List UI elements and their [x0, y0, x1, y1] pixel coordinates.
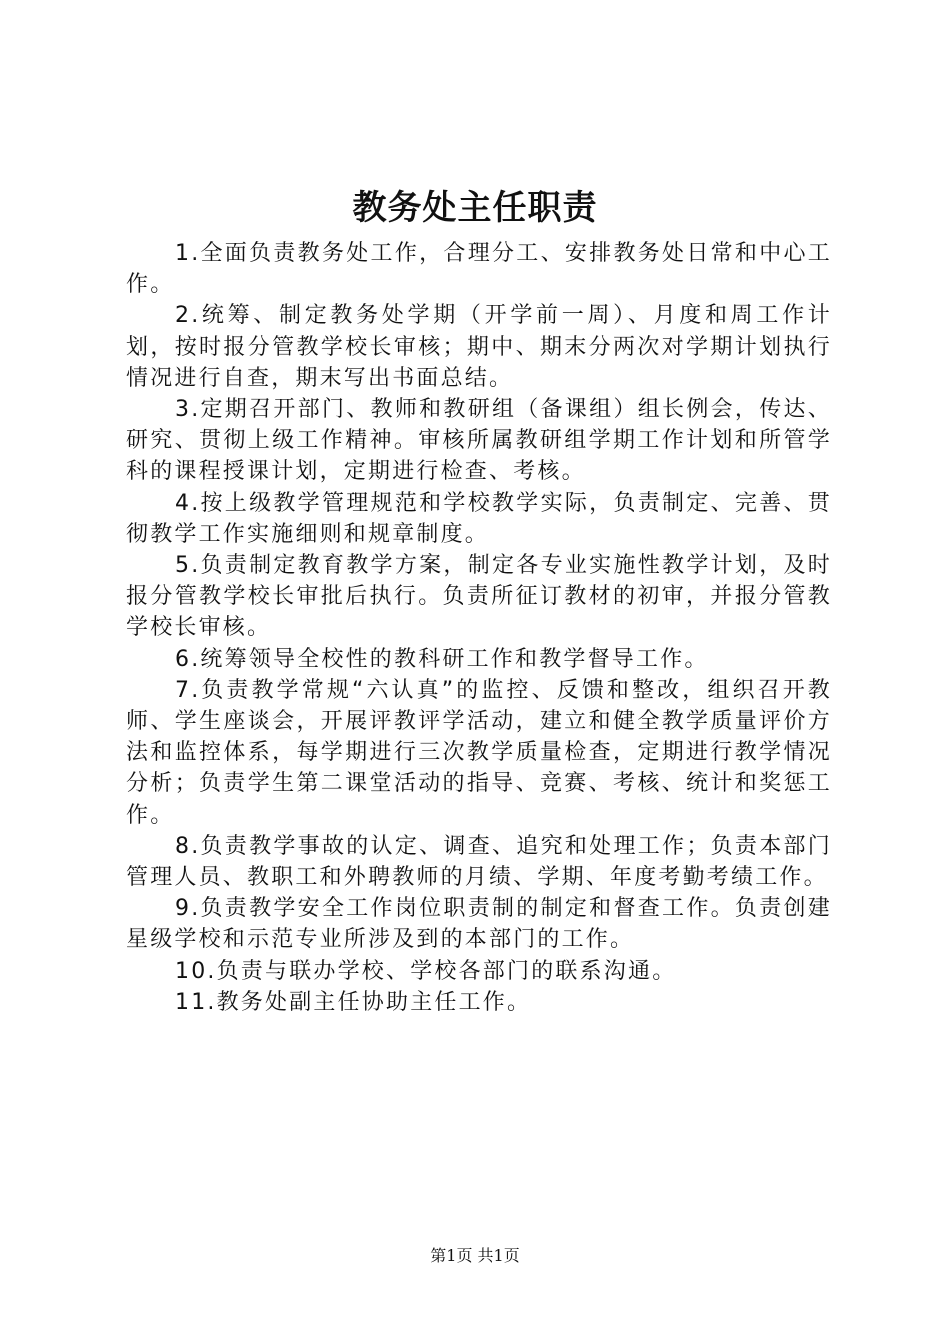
paragraph-4: 4.按上级教学管理规范和学校教学实际，负责制定、完善、贯彻教学工作实施细则和规章制度。	[126, 490, 832, 547]
paragraph-9: 9.负责教学安全工作岗位职责制的制定和督查工作。负责创建星级学校和示范专业所涉及到的本部门的工作。	[126, 896, 832, 953]
document-title: 教务处主任职责	[352, 188, 598, 228]
paragraph-7: 7.负责教学常规“六认真”的监控、反馈和整改，组织召开教师、学生座谈会，开展评教评学活动，建立和健全教学质量评价方法和监控体系，每学期进行三次教学质量检查，定期进行教学情况分析；负责学生第二课堂活动的指导、竞赛、考核、统计和奖惩工作。	[126, 677, 832, 828]
paragraph-3: 3.定期召开部门、教师和教研组（备课组）组长例会，传达、研究、贯彻上级工作精神。审核所属教研组学期工作计划和所管学科的课程授课计划，定期进行检查、考核。	[126, 397, 832, 485]
paragraph-2: 2.统筹、制定教务处学期（开学前一周）、月度和周工作计划，按时报分管教学校长审核；期中、期末分两次对学期计划执行情况进行自查，期末写出书面总结。	[126, 303, 832, 391]
paragraph-8: 8.负责教学事故的认定、调查、追究和处理工作；负责本部门管理人员、教职工和外聘教师的月绩、学期、年度考勤考绩工作。	[126, 833, 832, 891]
paragraph-11: 11.教务处副主任协助主任工作。	[175, 989, 532, 1015]
paragraph-6: 6.统筹领导全校性的教科研工作和教学督导工作。	[175, 646, 709, 672]
paragraph-5: 5.负责制定教育教学方案，制定各专业实施性教学计划，及时报分管教学校长审批后执行。负责所征订教材的初审，并报分管教学校长审核。	[126, 553, 832, 641]
paragraph-1: 1.全面负责教务处工作，合理分工、安排教务处日常和中心工作。	[126, 241, 832, 298]
paragraph-10: 10.负责与联办学校、学校各部门的联系沟通。	[175, 958, 677, 984]
document-body	[126, 238, 832, 1018]
page-footer: 第1页 共1页	[430, 1246, 520, 1265]
